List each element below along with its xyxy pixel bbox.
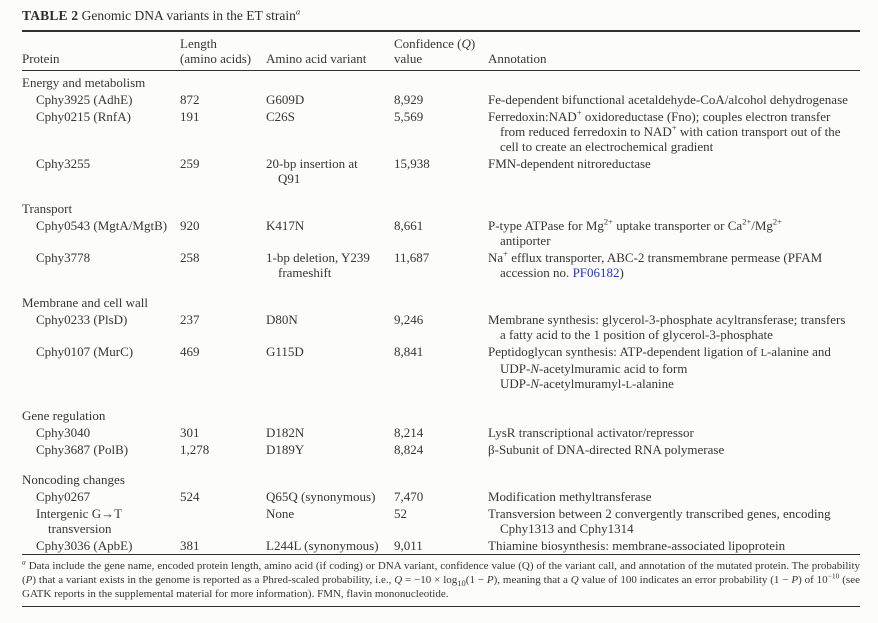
confidence-cell: 8,214 <box>394 425 424 440</box>
variant-cell: L244L (synonymous) <box>266 538 379 553</box>
table-row <box>22 249 860 281</box>
table-body <box>22 71 860 555</box>
length-cell: 872 <box>180 92 200 107</box>
annotation-cell: Fe-dependent bifunctional acetaldehyde-CoA/alcohol dehydrogenase <box>488 92 848 107</box>
section-header-row <box>22 458 860 488</box>
annotation-cell: Modification methyltransferase <box>488 489 652 504</box>
protein-cell: Cphy3036 (ApbE) <box>36 538 133 553</box>
section-name: Energy and metabolism <box>22 75 146 90</box>
confidence-cell: 8,929 <box>394 92 424 107</box>
length-cell: 191 <box>180 109 200 124</box>
genomic-variants-table <box>22 32 860 554</box>
header-row <box>22 32 860 71</box>
annotation-cell: FMN-dependent nitroreductase <box>488 156 651 171</box>
variant-cell: None <box>266 506 295 521</box>
table-header <box>22 32 860 71</box>
variant-cell: D189Y <box>266 442 305 457</box>
confidence-cell: 8,661 <box>394 218 424 233</box>
length-cell: 258 <box>180 250 200 265</box>
confidence-cell: 11,687 <box>394 250 430 265</box>
variant-cell: D182N <box>266 425 305 440</box>
table-row <box>22 108 860 155</box>
protein-cell: Cphy3040 <box>36 425 91 440</box>
length-cell: 381 <box>180 538 200 553</box>
confidence-cell: 52 <box>394 506 407 521</box>
table-row <box>22 505 860 537</box>
annotation-cell: β-Subunit of DNA-directed RNA polymerase <box>488 442 725 457</box>
table-row <box>22 537 860 554</box>
annotation-cell: P-type ATPase for $Mg^{2+}$ uptake transporter or $Ca^{2+}/Mg^{2+}$ antiporter <box>488 216 782 248</box>
pfam-link[interactable]: PF06182 <box>572 265 620 280</box>
protein-cell: Cphy3925 (AdhE) <box>36 92 133 107</box>
protein-cell: Cphy0233 (PlsD) <box>36 312 128 327</box>
protein-cell: Cphy0267 <box>36 489 91 504</box>
section-header-row <box>22 71 860 92</box>
annotation-cell: Transversion between 2 convergently transcribed genes, encoding Cphy1313 and Cphy1314 <box>488 506 831 536</box>
annotation-cell: Membrane synthesis: glycerol-3-phosphate acyltransferase; transfers a fatty acid to the 1 position of glycerol-3-phosphate <box>488 312 846 342</box>
length-cell: 469 <box>180 344 200 359</box>
length-cell <box>180 505 266 537</box>
table-title: TABLE 2 Genomic DNA variants in the ET strain$^a$ <box>22 6 301 23</box>
variant-cell: 20-bp insertion at Q91 <box>266 156 358 186</box>
section-header-row <box>22 281 860 311</box>
variant-cell: D80N <box>266 312 298 327</box>
table-row <box>22 441 860 458</box>
variant-cell: Q65Q (synonymous) <box>266 489 376 504</box>
column-header-confidence: Confidence (Q) value <box>394 32 488 71</box>
length-cell: 237 <box>180 312 200 327</box>
table-row <box>22 488 860 505</box>
annotation-cell: Na+ efflux transporter, ABC-2 transmembrane permease (PFAM accession no. PF06182) <box>488 248 823 280</box>
column-header-protein: Protein <box>22 32 180 71</box>
variant-cell: G115D <box>266 344 304 359</box>
table-row <box>22 217 860 249</box>
confidence-cell: 8,824 <box>394 442 424 457</box>
variant-cell: K417N <box>266 218 305 233</box>
annotation-cell: Ferredoxin:NAD+ oxidoreductase (Fno); couples electron transfer from reduced ferredoxin to NAD+ with cation transport out of the cell to create an electrochemical gradient <box>488 107 841 154</box>
confidence-cell: 9,011 <box>394 538 423 553</box>
annotation-cell: Peptidoglycan synthesis: ATP-dependent ligation of L-alanine and UDP-N-acetylmuramic acid to form UDP-N-acetylmuramyl-L-alanine <box>488 344 831 391</box>
final-rule <box>22 606 860 607</box>
table-row <box>22 343 860 394</box>
protein-cell: Cphy3687 (PolB) <box>36 442 129 457</box>
annotation-cell: Thiamine biosynthesis: membrane-associated lipoprotein <box>488 538 786 553</box>
confidence-cell: 9,246 <box>394 312 424 327</box>
column-header-annotation: Annotation <box>488 32 860 71</box>
section-name: Noncoding changes <box>22 472 125 487</box>
column-header-variant: Amino acid variant <box>266 32 394 71</box>
protein-cell: Cphy3778 <box>36 250 91 265</box>
column-header-length: Length (amino acids) <box>180 32 266 71</box>
protein-cell: Cphy3255 <box>36 156 91 171</box>
length-cell: 524 <box>180 489 200 504</box>
variant-cell: 1-bp deletion, Y239 frameshift <box>266 250 370 280</box>
length-cell: 1,278 <box>180 442 210 457</box>
confidence-cell: 5,569 <box>394 109 424 124</box>
confidence-cell: 15,938 <box>394 156 430 171</box>
table-row <box>22 311 860 343</box>
section-name: Gene regulation <box>22 408 106 423</box>
length-cell: 920 <box>180 218 200 233</box>
length-cell: 259 <box>180 156 200 171</box>
protein-cell: Cphy0107 (MurC) <box>36 344 134 359</box>
protein-cell: Cphy0215 (RnfA) <box>36 109 131 124</box>
variant-cell: C26S <box>266 109 295 124</box>
confidence-cell: 8,841 <box>394 344 424 359</box>
section-header-row <box>22 394 860 424</box>
protein-cell: Intergenic G→T transversion <box>36 506 123 536</box>
section-header-row <box>22 187 860 217</box>
table-row <box>22 91 860 108</box>
section-name: Membrane and cell wall <box>22 295 148 310</box>
table-row <box>22 424 860 441</box>
confidence-cell: 7,470 <box>394 489 424 504</box>
table-row <box>22 155 860 187</box>
variant-cell: G609D <box>266 92 305 107</box>
length-cell: 301 <box>180 425 200 440</box>
table-footnote: $^a$ Data include the gene name, encoded protein length, amino acid (if coding) or DNA variant, confidence value (Q) of the variant call, and annotation of the mutated protein. The probability (P) that a variant exists in the genome is reported as a Phred-scaled probability, i.e., $Q = -10 \times \log_{10}(1 - P)$, meaning that a Q value of 100 indicates an error probability (1 − P) of $10^{-10}$ (see GATK reports in the supplemental material for more information). FMN, flavin mononucleotide. <box>22 557 860 600</box>
annotation-cell: LysR transcriptional activator/repressor <box>488 425 694 440</box>
protein-cell: Cphy0543 (MgtA/MgtB) <box>36 218 168 233</box>
section-name: Transport <box>22 201 73 216</box>
